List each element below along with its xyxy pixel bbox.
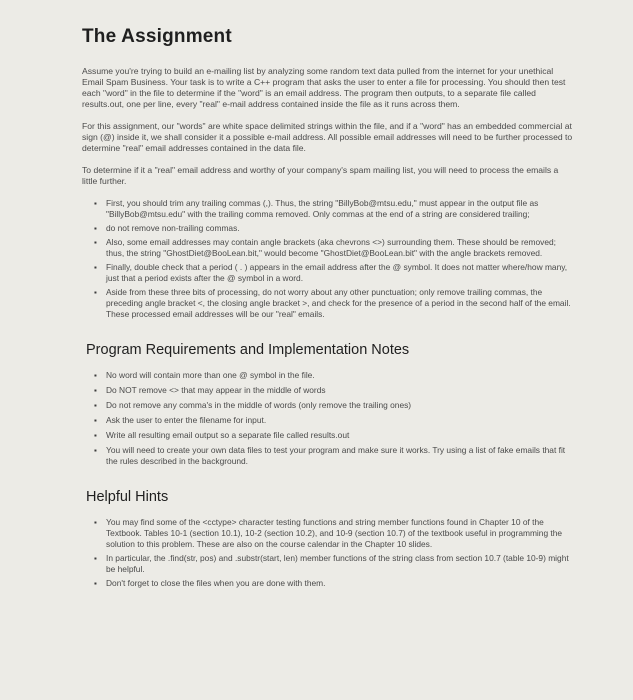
- list-item: ▪ Aside from these three bits of processing, do not worry about any other punctuation; only remove trailing commas, the preceding angle bracket <, the closing angle bracket >, and check for the presence of a period in the second half of the email. These processed email addresses will be our "real" emails.: [94, 287, 573, 320]
- list-item: ▪ You will need to create your own data files to test your program and make sure it works. Try using a list of fake emails that fit the rules described in the background.: [94, 445, 573, 467]
- list-item: ▪ Also, some email addresses may contain angle brackets (aka chevrons <>) surrounding them. These should be removed; thus, the string "GhostDiet@BooLean.bit," would become "GhostDiet@BooLean.bit" with the angle brackets removed.: [94, 237, 573, 259]
- hints-heading: Helpful Hints: [86, 489, 169, 505]
- intro-paragraph: Assume you're trying to build an e-mailing list by analyzing some random text data pulled from the internet for your unethical Email Spam Business. Your task is to write a C++ program that asks the user to enter a file for processing. You should then test each "word" in the file to determine if the "word" is an email address. The program then outputs, to a separate file called results.out, one per line, every "real" e-mail address contained inside the file as it runs across them.: [82, 66, 566, 109]
- list-item: ▪ Don't forget to close the files when you are done with them.: [94, 578, 573, 589]
- list-item: ▪ Do NOT remove <> that may appear in the middle of words: [94, 385, 573, 396]
- list-item: ▪ No word will contain more than one @ symbol in the file.: [94, 370, 573, 381]
- list-item: ▪ do not remove non-trailing commas.: [94, 223, 573, 234]
- requirements-heading: Program Requirements and Implementation Notes: [86, 342, 410, 358]
- list-item: ▪ You may find some of the <cctype> character testing functions and string member functions found in Chapter 10 of the Textbook. Tables 10-1 (section 10.1), 10-2 (section 10.2), and 10-9 (section 10.7) of the textbook useful in programming the solution to this problem. These are also on the course calendar in the Chapter 10 slides.: [94, 517, 573, 550]
- list-item: ▪ Do not remove any comma's in the middle of words (only remove the trailing ones): [94, 400, 573, 411]
- list-item: ▪ In particular, the .find(str, pos) and .substr(start, len) member functions of the string class from section 10.7 (table 10-9) might be helpful.: [94, 553, 573, 575]
- page-title: The Assignment: [82, 26, 232, 47]
- processing-intro-paragraph: To determine if it a "real" email address and worthy of your company's spam mailing list, you will need to process the emails a little further.: [82, 165, 559, 186]
- list-item: ▪ First, you should trim any trailing commas (,). Thus, the string "BillyBob@mtsu.edu," must appear in the output file as "BillyBob@mtsu.edu" with the trailing comma removed. Only commas at the end of a string are considered trailing;: [94, 198, 573, 220]
- list-item: ▪ Ask the user to enter the filename for input.: [94, 415, 573, 426]
- list-item: ▪ Finally, double check that a period ( . ) appears in the email address after the @ symbol. It does not matter where/how many, just that a period exists after the @ symbol in a word.: [94, 262, 573, 284]
- list-item: ▪ Write all resulting email output so a separate file called results.out: [94, 430, 573, 441]
- hints-list: [82, 517, 573, 589]
- processing-rules-list: [82, 198, 573, 320]
- words-definition-paragraph: For this assignment, our "words" are white space delimited strings within the file, and if a "word" has an embedded commercial at sign (@) inside it, we shall consider it a possible e-mail address. All possible email addresses will need to be further processed to determine "real" email addresses contained in the data file.: [82, 121, 573, 153]
- requirements-list: [82, 370, 573, 467]
